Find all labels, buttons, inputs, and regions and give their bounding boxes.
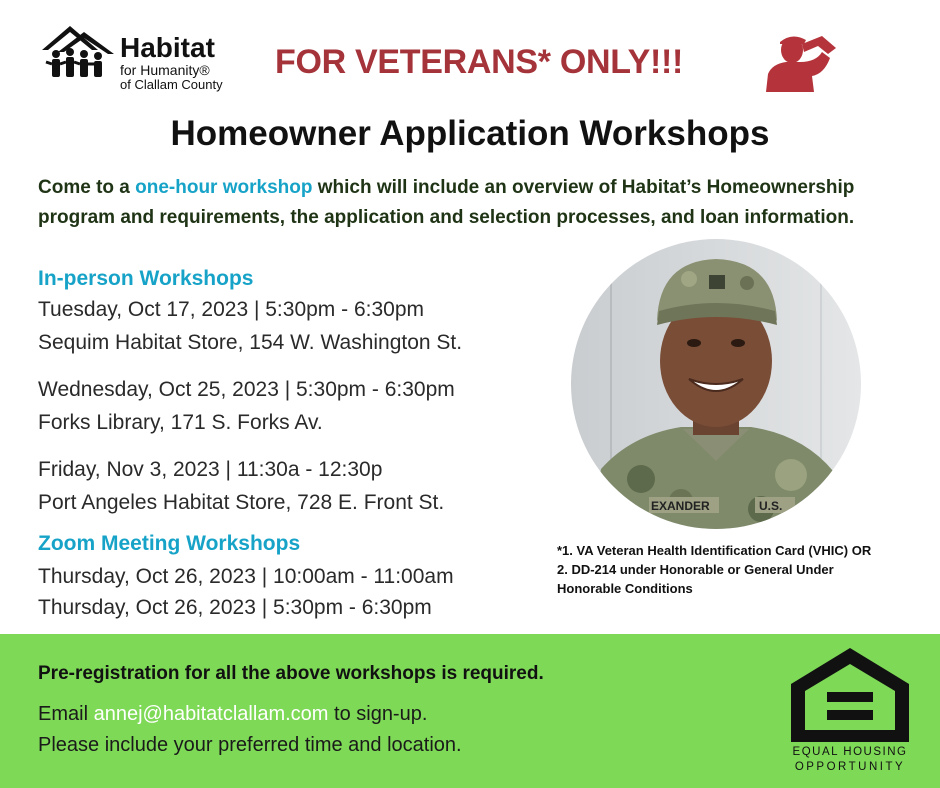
us-tape: U.S.	[759, 499, 783, 513]
zoom-session-2: Thursday, Oct 26, 2023 | 5:30pm - 6:30pm	[38, 596, 432, 619]
equal-housing-logo	[785, 644, 915, 778]
footnote-line-1: *1. VA Veteran Health Identification Card (VHIC) OR	[557, 543, 872, 558]
name-tape: EXANDER	[651, 499, 710, 513]
veterans-banner: FOR VETERANS* ONLY!!!	[275, 43, 684, 81]
session-2-when: Wednesday, Oct 25, 2023 | 5:30pm - 6:30pm	[38, 378, 455, 401]
eligibility-footnote	[557, 541, 927, 598]
logo-county: of Clallam County	[120, 77, 223, 92]
session-1-when: Tuesday, Oct 17, 2023 | 5:30pm - 6:30pm	[38, 298, 424, 321]
intro-paragraph	[38, 173, 858, 233]
habitat-logo-icon	[40, 24, 116, 80]
footnote-line-3: Honorable Conditions	[557, 581, 693, 596]
zoom-heading: Zoom Meeting Workshops	[38, 532, 301, 555]
saluting-soldier-icon	[760, 30, 840, 92]
footnote-line-2: 2. DD-214 under Honorable or General Under	[557, 562, 834, 577]
logo-name: Habitat	[120, 32, 215, 63]
session-3-where: Port Angeles Habitat Store, 728 E. Front St.	[38, 491, 445, 514]
equal-housing-line-1: EQUAL HOUSING	[792, 746, 908, 758]
session-2-where: Forks Library, 171 S. Forks Av.	[38, 411, 323, 434]
zoom-session-1: Thursday, Oct 26, 2023 | 10:00am - 11:00am	[38, 565, 454, 588]
session-1-where: Sequim Habitat Store, 154 W. Washington St.	[38, 331, 463, 354]
include-instructions: Please include your preferred time and location.	[38, 734, 462, 756]
email-link[interactable]: annej@habitatclallam.com	[93, 703, 329, 725]
equal-housing-line-2: OPPORTUNITY	[794, 761, 906, 773]
email-prefix: Email	[38, 703, 94, 725]
equal-housing-icon	[785, 644, 915, 744]
intro-text-end: which will include an overview of Habitat’s Homeownership program and requirements, the application and selection processes, and loan information.	[38, 177, 855, 228]
logo-subtitle: for Humanity®	[120, 62, 210, 78]
page-title: Homeowner Application Workshops	[170, 114, 770, 153]
email-line	[38, 703, 427, 726]
intro-text-start: Come to a	[38, 177, 136, 198]
in-person-heading: In-person Workshops	[38, 267, 254, 290]
habitat-logo	[40, 24, 230, 94]
preregistration-notice: Pre-registration for all the above workshops is required.	[38, 663, 544, 684]
veteran-photo	[571, 239, 861, 529]
session-3-when: Friday, Nov 3, 2023 | 11:30a - 12:30p	[38, 458, 383, 481]
intro-highlight: one-hour workshop	[135, 177, 313, 198]
email-suffix: to sign-up.	[328, 703, 428, 725]
